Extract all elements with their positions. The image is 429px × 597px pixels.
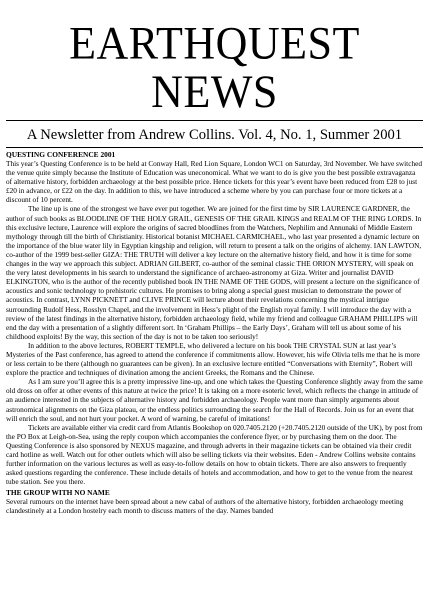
tickets-paragraph: Tickets are available either via credit card from Atlantis Bookshop on 020.7405.2120 (+20.7405.2120 outside of the UK), by post from the PO Box at Leigh-on-Sea, using the reply coupon which accompanies the conference flyer, or by purchasing them on the door. The Questing Conference is also sponsored by NEXUS magazine, and through adverts in their magazine tickets can be obtained via their credit card hotline as well. Watch out for other outlets which will also be selling tickets via their websites. Eden - Andrew Collins website contains further information on the various lectures as well as easy-to-follow details on how to obtain tickets. There are also answers to frequently asked questions regarding the conference. These include details of hotels and accommodation, and how to get to the venue from the nearest tube station. See you there. bbox=[6, 422, 423, 487]
temple-paragraph: In addition to the above lectures, ROBERT TEMPLE, who delivered a lecture on his book THE CRYSTAL SUN at last year’s Mysteries of the Past conference, has agreed to attend the conference if commitments allow. However, his wife Olivia tells me that he is more or less certain to be there (although no guarantees can be given). In an exclusive lecture entitled “Conversations with Eternity”, Robert will explore the practice and techniques of divination among the ancient Greeks, the Romans and the Chinese. bbox=[6, 340, 420, 378]
newsletter-subtitle: A Newsletter from Andrew Collins. Vol. 4, No. 1, Summer 2001 bbox=[26, 127, 403, 143]
conference-paragraph: This year’s Questing Conference is to be held at Conway Hall, Red Lion Square, London WC1 on Saturday, 3rd November. We have switched the venue quite simply because the Institute of Education was uneconomical. What we want to do is give you the best possible extravaganza of alternative history, forbidden archaeology at the best possible price. Hence tickets for this year’s event have been reduced from £28 to just £20 in advance, or £22 on the day. In addition to this, we have introduced a scheme where by you can purchase four or more tickets at a discount of 10 percent. bbox=[6, 159, 422, 205]
group-paragraph: Several rumours on the internet have been spread about a new cabal of authors of the alternative history, forbidden archaeology meeting clandestinely at a London hostelry each month to discuss matters of the day. Names banded bbox=[6, 497, 404, 516]
subtitle-rule bbox=[6, 147, 423, 148]
esoteric-paragraph: As I am sure you’ll agree this is a pretty impressive line-up, and one which takes the Questing Conference slightly away from the same old dross on offer at other events of this nature at twice the price! It is taking on a more esoteric level, which reflects the change in attitude of an audience interested in the subjects of alternative history and forbidden archaeology. People want more than simply arguments about astronomical alignments on the Giza plateau, or the endless politics surrounding the search for the Hall of Records. Join us for an event that will enrich the soul, and not hurt your pocket. A word of warning, be careful of imitations! bbox=[6, 377, 423, 423]
masthead-rule bbox=[6, 120, 423, 121]
lineup-paragraph: The line up is one of the strongest we have ever put together. We are joined for the first time by SIR LAURENCE GARDNER, the author of such books as BLOODLINE OF THE HOLY GRAIL, GENESIS OF THE GRAIL KINGS and REALM OF THE RING LORDS. In this exclusive lecture, Laurence will explore the origins of sacred bloodlines from the Watchers, Nephilim and Annunaki of Middle Eastern mythology through till the birth of Christianity. Historical botanist MICHAEL CARMICHAEL, who last year presented a dynamic lecture on the importance of the blue water lily in Egyptian kingship and religion, will return to present a talk on the origins of alchemy. IAN LAWTON, co-author of the 1999 best-seller GIZA: THE TRUTH will deliver a key lecture on the alternative history field, and how it is time for some changes in the way we approach this subject. ADRIAN GILBERT, co-author of the seminal classic THE ORION MYSTERY, will speak on the very latest developments in his search to understand the significance of archaeo-astronomy at Giza. Writer and journalist DAVID ELKINGTON, who is the author of the recently published book IN THE NAME OF THE GODS, will present a lecture on the significance of acoustics and sonic technology to prehistoric cultures. He promises to bring along a special guest musician to demonstrate the power of acoustics. In contrast, LYNN PICKNETT and CLIVE PRINCE will lecture about their revelations concerning the mystical intrigue surrounding Rudolf Hess, Rosslyn Chapel, and the involvement in Hess’s plight of the English royal family. I will introduce the day with a review of the latest findings in the alternative history, forbidden archaeology field, while my friend and colleague GRAHAM PHILLIPS will end the day with a presentation of a slightly different sort. In ‘Graham Phillips – the Early Days’, Graham will tell us about some of his childhood exploits! By the way, this section of the day is not to be taken too seriously! bbox=[6, 204, 422, 341]
masthead-title: EARTHQUEST NEWS bbox=[69, 17, 360, 118]
section-heading-conference: QUESTING CONFERENCE 2001 bbox=[6, 150, 116, 159]
section-heading-group: THE GROUP WITH NO NAME bbox=[6, 488, 110, 498]
